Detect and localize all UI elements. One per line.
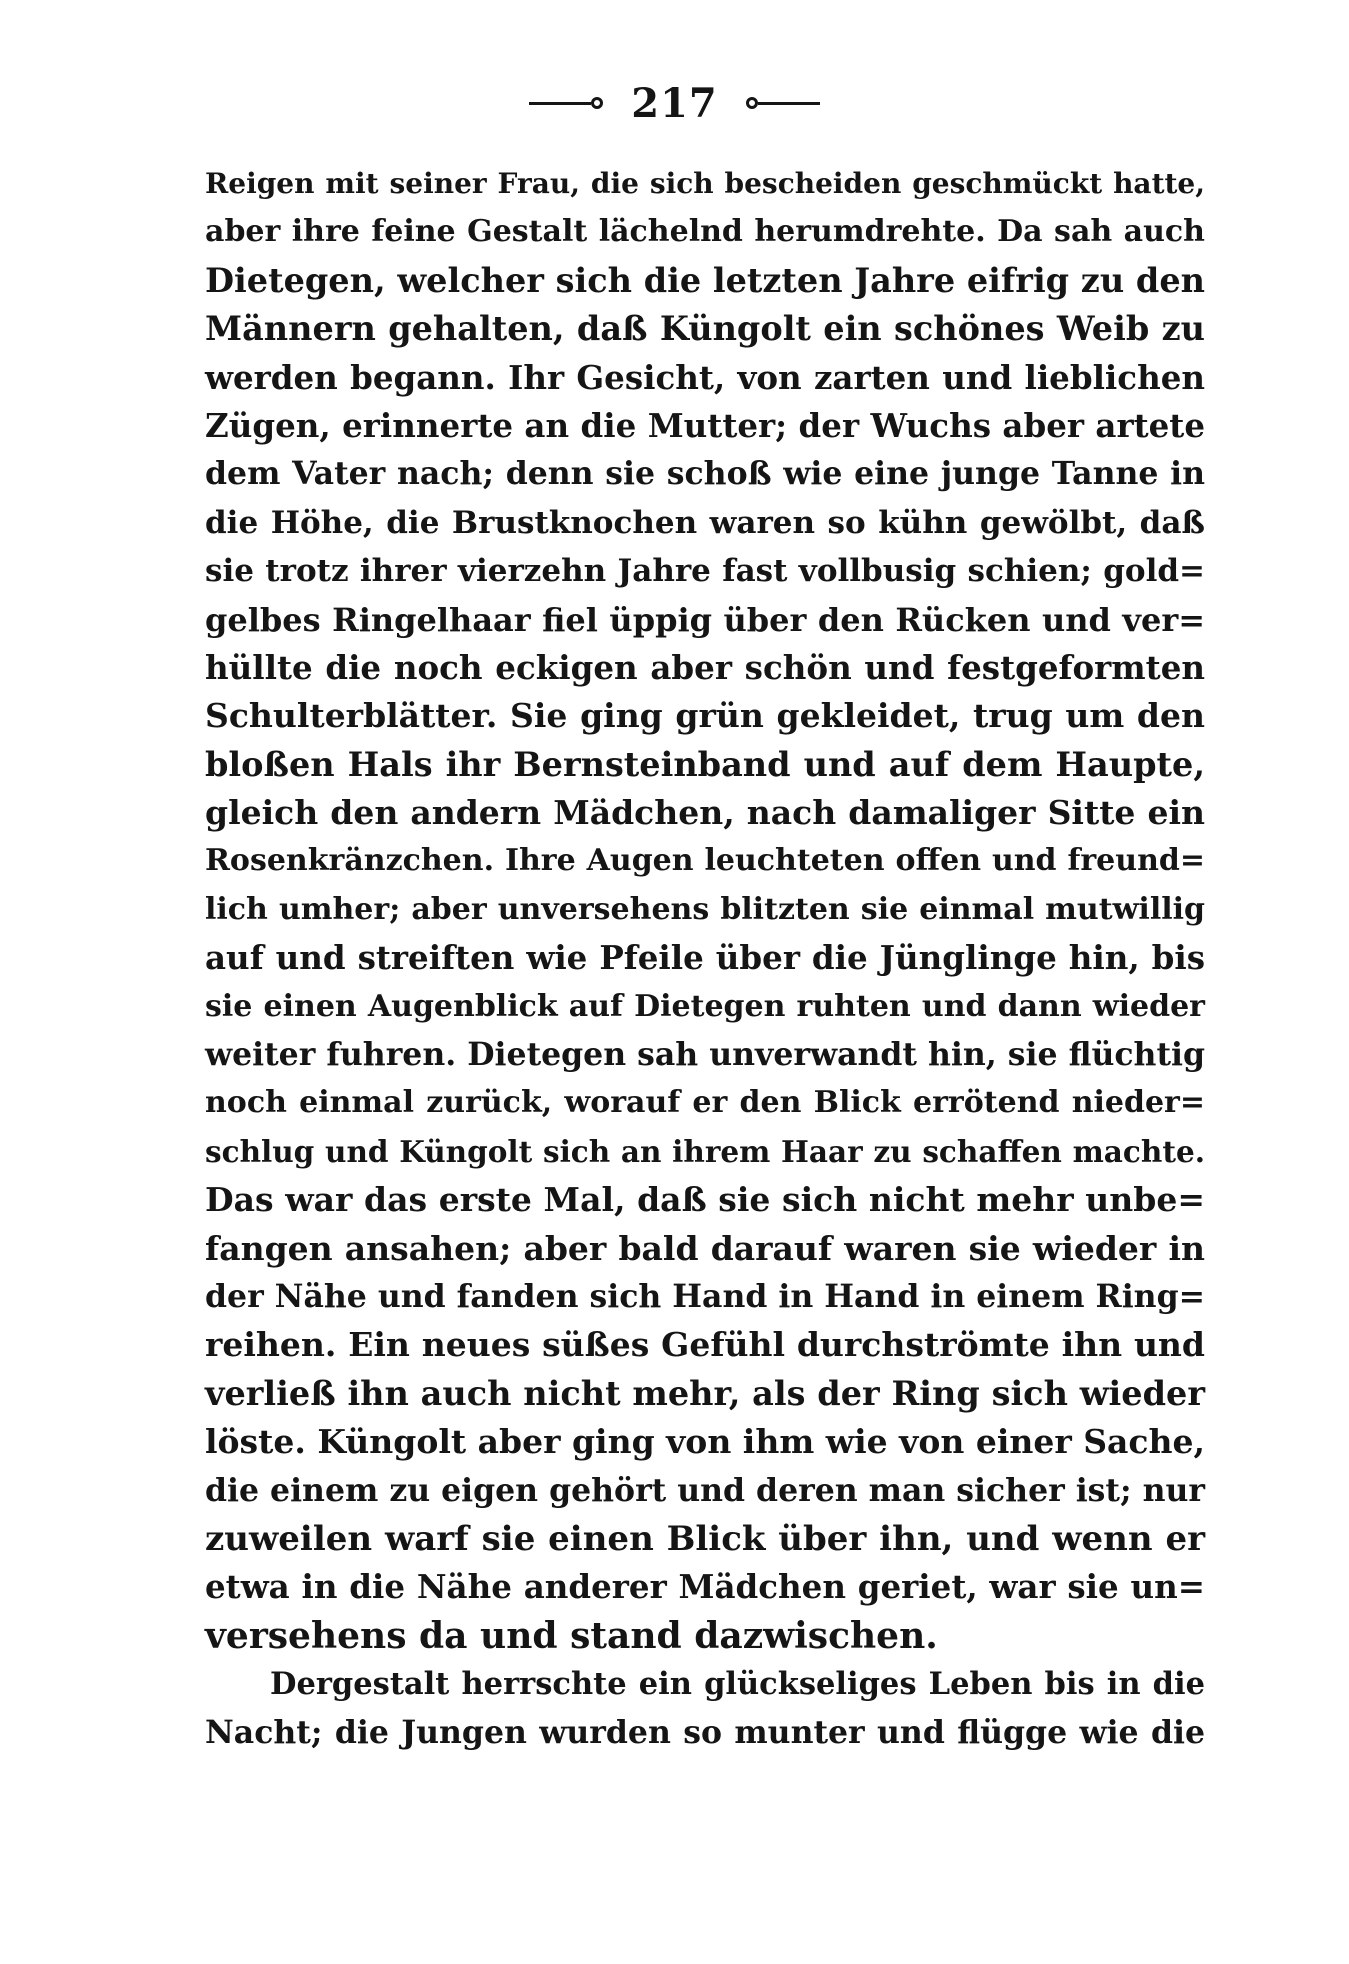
text-line: der Nähe und fanden sich Hand in Hand in einem Ring= — [205, 1277, 1205, 1315]
text-line: die einem zu eigen gehört und deren man sicher ist; nur — [205, 1471, 1205, 1509]
text-line: schlug und Küngolt sich an ihrem Haar zu schaffen machte. — [205, 1133, 1205, 1169]
page-number: 217 — [631, 79, 718, 127]
text-line: lich umher; aber unversehens blitzten sie einmal mutwillig — [205, 891, 1205, 927]
text-line: noch einmal zurück, worauf er den Blick errötend nieder= — [205, 1085, 1205, 1121]
text-line-paragraph-end: versehens da und stand dazwischen. — [205, 1614, 938, 1657]
text-line: sie trotz ihrer vierzehn Jahre fast vollbusig schien; gold= — [205, 553, 1205, 590]
text-line: gelbes Ringelhaar fiel üppig über den Rücken und ver= — [205, 600, 1205, 639]
text-line: Zügen, erinnerte an die Mutter; der Wuchs aber artete — [205, 405, 1205, 445]
ornament-right — [746, 97, 820, 109]
text-line: löste. Küngolt aber ging von ihm wie von einer Sache, — [205, 1422, 1206, 1462]
ornament-line — [529, 102, 591, 105]
text-line: reihen. Ein neues süßes Gefühl durchströmte ihn und — [205, 1325, 1205, 1365]
text-line: fangen ansahen; aber bald darauf waren sie wieder in — [205, 1228, 1205, 1268]
text-line: die Höhe, die Brustknochen waren so kühn gewölbt, daß — [205, 504, 1205, 541]
ornament-left — [529, 97, 603, 109]
text-line: hüllte die noch eckigen aber schön und festgeformten — [205, 647, 1205, 687]
text-line: bloßen Hals ihr Bernsteinband und auf dem Haupte, — [205, 744, 1205, 784]
text-line: Männern gehalten, daß Küngolt ein schönes Weib zu — [205, 309, 1205, 349]
text-line: sie einen Augenblick auf Dietegen ruhten und dann wieder — [205, 988, 1205, 1024]
text-line: Schulterblätter. Sie ging grün gekleidet, trug um den — [205, 696, 1205, 736]
text-line: Das war das erste Mal, daß sie sich nicht mehr unbe= — [205, 1180, 1205, 1220]
text-line: dem Vater nach; denn sie schoß wie eine junge Tanne in — [205, 455, 1205, 493]
text-line: Nacht; die Jungen wurden so munter und flügge wie die — [205, 1713, 1205, 1751]
text-line: Dietegen, welcher sich die letzten Jahre eifrig zu den — [205, 260, 1205, 300]
ornament-circle — [591, 97, 603, 109]
text-line: werden begann. Ihr Gesicht, von zarten und lieblichen — [205, 357, 1205, 397]
page-header — [0, 78, 1349, 128]
text-line: Rosenkränzchen. Ihre Augen leuchteten offen und freund= — [205, 843, 1205, 879]
ornament-line — [758, 102, 820, 105]
body-text — [205, 160, 1205, 1757]
text-line: zuweilen warf sie einen Blick über ihn, und wenn er — [205, 1518, 1205, 1559]
text-line: etwa in die Nähe anderer Mädchen geriet, war sie un= — [205, 1567, 1205, 1607]
text-line: Reigen mit seiner Frau, die sich bescheiden geschmückt hatte, — [205, 167, 1205, 200]
text-line: auf und streiften wie Pfeile über die Jünglinge hin, bis — [205, 938, 1205, 978]
ornament-circle — [746, 97, 758, 109]
text-line: gleich den andern Mädchen, nach damaliger Sitte ein — [205, 793, 1205, 833]
text-line: weiter fuhren. Dietegen sah unverwandt hin, sie flüchtig — [205, 1036, 1205, 1074]
text-line: verließ ihn auch nicht mehr, als der Ring sich wieder — [205, 1373, 1205, 1413]
text-line-paragraph-start: Dergestalt herrschte ein glückseliges Leben bis in die — [270, 1666, 1205, 1703]
text-line: aber ihre feine Gestalt lächelnd herumdrehte. Da sah auch — [205, 214, 1205, 250]
